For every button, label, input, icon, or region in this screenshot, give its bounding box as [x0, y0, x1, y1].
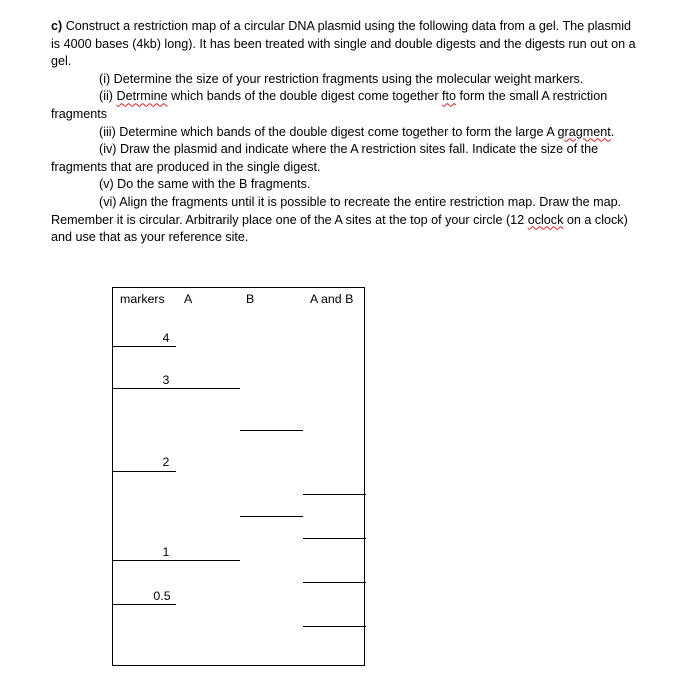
item-iv-cont: fragments that are produced in the single digest.: [51, 159, 321, 174]
item-ii-pre: (ii): [99, 89, 117, 104]
item-ii-mid: which bands of the double digest come together: [167, 89, 443, 104]
item-i: (i) Determine the size of your restriction fragments using the molecular weight markers.: [99, 71, 584, 86]
lane-ab-band-2: [303, 538, 366, 539]
lane-a-band-1: [176, 388, 240, 389]
marker-label-4: 4: [162, 331, 170, 345]
item-iii: [99, 124, 614, 142]
item-vi-cont-1-pre: Remember it is circular. Arbitrarily place one of the A sites at the top of your circle (12: [51, 212, 528, 227]
item-iv: (iv) Draw the plasmid and indicate where the A restriction sites fall. Indicate the size of the: [99, 142, 599, 157]
item-ii-cont: fragments: [51, 107, 107, 121]
lane-b-band-2: [240, 516, 303, 517]
lane-b-band-1: [240, 430, 303, 431]
lane-ab-band-3: [303, 582, 366, 583]
question-line-3: gel.: [51, 54, 72, 69]
item-v: (v) Do the same with the B fragments.: [99, 177, 311, 192]
header-a-and-b: A and B: [310, 292, 354, 306]
item-ii-misspelled-2: fto: [442, 89, 457, 104]
lane-a-band-2: [176, 560, 240, 561]
item-vi: (vi) Align the fragments until it is possible to recreate the entire restriction map. Draw the map.: [99, 195, 622, 209]
lane-ab-band-1: [303, 494, 366, 495]
header-a: A: [184, 292, 193, 306]
marker-label-2: 2: [162, 455, 170, 469]
lane-ab-band-4: [303, 626, 366, 627]
item-iii-post: .: [610, 124, 615, 139]
item-vi-cont-1: [51, 212, 681, 230]
question-line-2: is 4000 bases (4kb) long). It has been treated with single and double digests and the digests run out on a: [51, 36, 636, 51]
item-iii-misspelled: gragment: [557, 124, 611, 139]
item-ii-post: form the small A restriction: [456, 89, 608, 104]
gel-diagram: [112, 287, 365, 666]
item-ii-misspelled-1: Detrmine: [116, 89, 168, 104]
question-line-1: [51, 18, 676, 36]
item-iii-pre: (iii) Determine which bands of the double digest come together to form the large A: [99, 124, 558, 139]
marker-band-3: [113, 388, 176, 389]
question-label: c): [51, 19, 63, 33]
marker-band-4: [113, 346, 176, 347]
header-markers: markers: [120, 292, 165, 306]
marker-label-0-5: 0.5: [153, 589, 171, 603]
item-ii: [99, 88, 607, 106]
marker-band-1: [113, 560, 176, 561]
marker-band-2: [113, 471, 176, 472]
marker-label-1: 1: [162, 545, 170, 559]
intro-text-1: Construct a restriction map of a circular DNA plasmid using the following data from a gel. The plasmid: [62, 19, 632, 33]
marker-band-0-5: [113, 604, 176, 605]
item-vi-misspelled: oclock: [527, 212, 564, 227]
item-vi-cont-2: and use that as your reference site.: [51, 230, 249, 245]
marker-label-3: 3: [162, 373, 170, 387]
header-b: B: [246, 292, 255, 306]
item-vi-cont-1-post: on a clock): [563, 212, 628, 227]
